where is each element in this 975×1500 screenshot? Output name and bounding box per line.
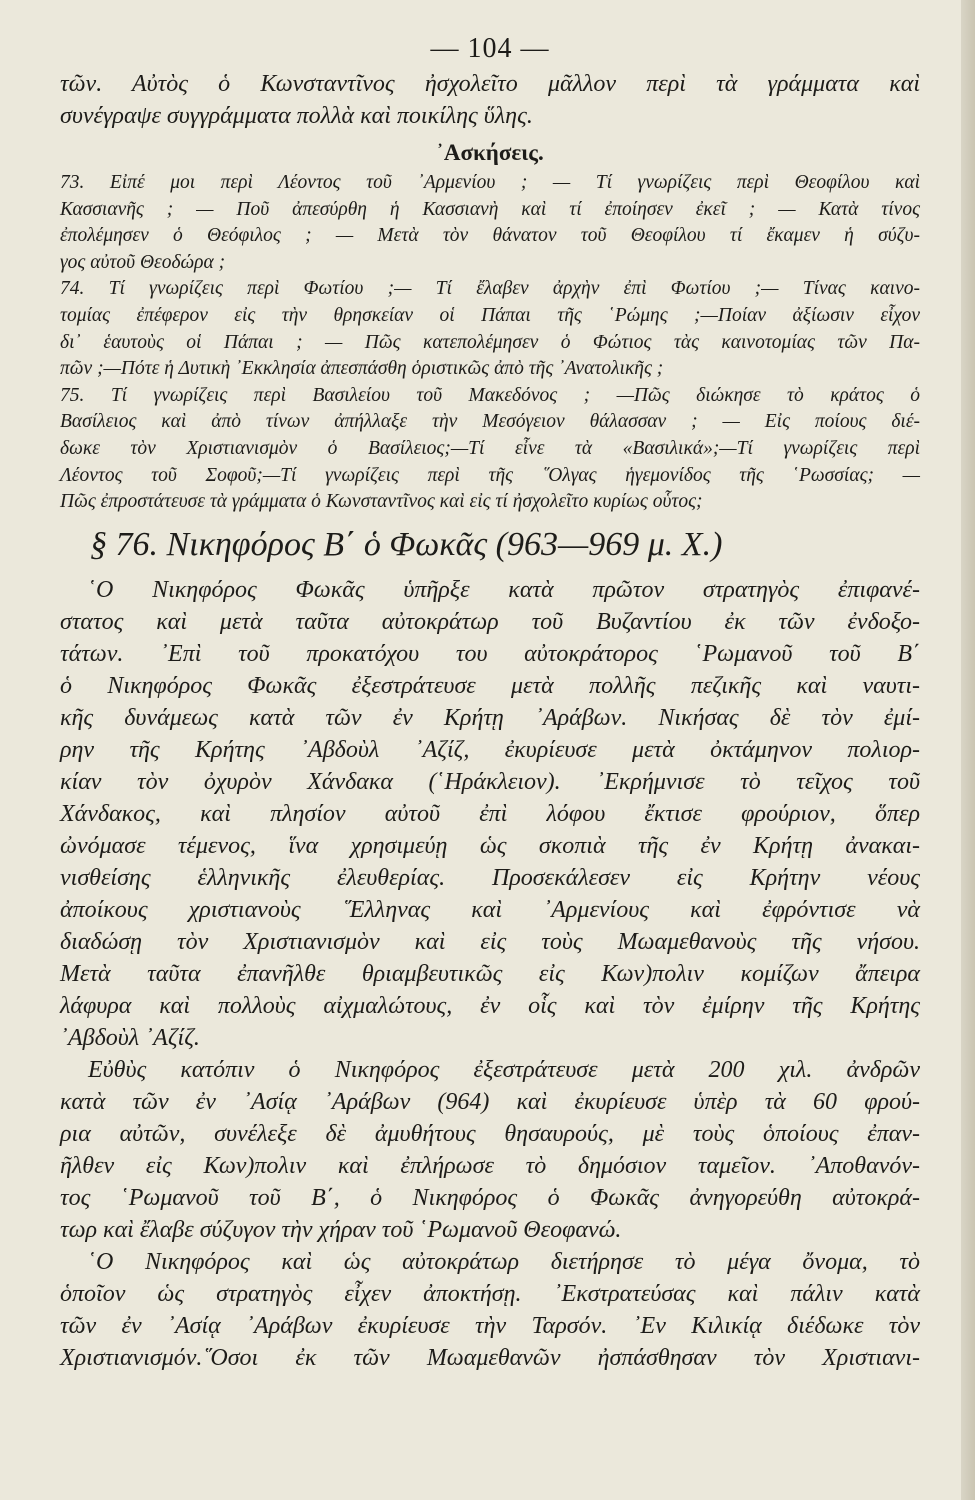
text-line: Κασσιανῆς ; — Ποῦ ἀπεσύρθη ἡ Κασσιανὴ καὶ τί ἐποίησεν ἐκεῖ ; — Κατὰ τίνος (60, 198, 920, 220)
text-line: Μετὰ ταῦτα ἐπανῆλθε θριαμβευτικῶς εἰς Κων)πολιν κομίζων ἄπειρα (60, 960, 920, 987)
page-content (60, 30, 920, 1374)
exercises-block (60, 170, 920, 516)
paragraph-3 (60, 1246, 920, 1374)
text-line: τῶν ἐν ᾿Ασίᾳ ᾿Αράβων ἐκυρίευσε τὴν Ταρσόν. ᾿Εν Κιλικίᾳ διέδωκε τὸν (60, 1312, 920, 1339)
text-line: ῆλθεν εἰς Κων)πολιν καὶ ἐπλήρωσε τὸ δημόσιον ταμεῖον. ᾿Αποθανόν- (60, 1152, 920, 1179)
text-line: κίαν τὸν ὀχυρὸν Χάνδακα (῾Ηράκλειον). ᾿Εκρήμνισε τὸ τεῖχος τοῦ (60, 768, 920, 795)
exercises-heading: ᾿Ασκήσεις. (436, 140, 544, 165)
text-line: ρην τῆς Κρήτης ᾿Αβδοὺλ ᾿Αζίζ, ἐκυρίευσε μετὰ ὀκτάμηνον πολιορ- (60, 736, 920, 763)
text-line: Εὐθὺς κατόπιν ὁ Νικηφόρος ἐξεστράτευσε μετὰ 200 χιλ. ἀνδρῶν (88, 1056, 920, 1083)
text-line: γος αὐτοῦ Θεοδώρα ; (60, 251, 226, 273)
text-line: στατος καὶ μετὰ ταῦτα αὐτοκράτωρ τοῦ Βυζαντίου ἐκ τῶν ἐνδοξο- (60, 608, 920, 635)
intro-paragraph (60, 68, 920, 132)
text-line: ᾿Αβδοὺλ ᾿Αζίζ. (60, 1024, 200, 1051)
text-line: ρια αὐτῶν, συνέλεξε δὲ ἀμυθήτους θησαυρούς, μὲ τοὺς ὁποίους ἐπαν- (60, 1120, 920, 1147)
text-line: ὁποῖον ὡς στρατηγὸς εἶχεν ἀποκτήσῃ. ᾿Εκστρατεύσας καὶ πάλιν κατὰ (60, 1280, 920, 1307)
text-line: ῾Ο Νικηφόρος Φωκᾶς ὑπῆρξε κατὰ πρῶτον στρατηγὸς ἐπιφανέ- (88, 576, 920, 603)
page-edge (961, 0, 975, 1500)
section-title: § 76. Νικηφόρος Β΄ ὁ Φωκᾶς (963—969 μ. Χ.) (90, 525, 723, 563)
text-line: πῶν ;—Πότε ἡ Δυτικὴ ᾿Εκκλησία ἀπεσπάσθη ὁριστικῶς ἀπὸ τῆς ᾿Ανατολικῆς ; (60, 358, 664, 380)
text-line: τάτων. ᾿Επὶ τοῦ προκατόχου του αὐτοκράτορος ῾Ρωμανοῦ τοῦ Β΄ (60, 640, 920, 667)
text-line: διαδώσῃ τὸν Χριστιανισμὸν καὶ εἰς τοὺς Μωαμεθανοὺς τῆς νήσου. (60, 928, 920, 955)
text-line: κατὰ τῶν ἐν ᾿Ασίᾳ ᾿Αράβων (964) καὶ ἐκυρίευσε ὑπὲρ τὰ 60 φρού- (60, 1088, 920, 1115)
text-line: κῆς δυνάμεως κατὰ τῶν ἐν Κρήτῃ ᾿Αράβων. Νικήσας δὲ τὸν ἐμί- (60, 704, 920, 731)
page-number: — 104 — (430, 33, 550, 64)
text-line: ὠνόμασε τέμενος, ἵνα χρησιμεύῃ ὡς σκοπιὰ τῆς ἐν Κρήτῃ ἀνακαι- (60, 832, 920, 859)
text-line: δωκε τὸν Χριστιανισμὸν ὁ Βασίλειος;—Τί εἶνε τὰ «Βασιλικά»;—Τί γνωρίζεις περὶ (60, 437, 920, 459)
text-line: Χάνδακος, καὶ πλησίον αὐτοῦ ἐπὶ λόφου ἔκτισε φρούριον, ὅπερ (60, 800, 920, 827)
paragraph-2 (60, 1054, 920, 1246)
text-line: Χριστιανισμόν.῞Οσοι ἐκ τῶν Μωαμεθανῶν ἠσπάσθησαν τὸν Χριστιανι- (60, 1344, 920, 1371)
text-line: Λέοντος τοῦ Σοφοῦ;—Τί γνωρίζεις περὶ τῆς ῞Ολγας ἡγεμονίδος τῆς ῾Ρωσσίας; — (60, 464, 920, 486)
text-line: 73. Εἰπέ μοι περὶ Λέοντος τοῦ ᾿Αρμενίου ; — Τί γνωρίζεις περὶ Θεοφίλου καὶ (60, 172, 920, 193)
text-line: ὁ Νικηφόρος Φωκᾶς ἐξεστράτευσε μετὰ πολλῆς πεζικῆς καὶ ναυτι- (60, 672, 920, 699)
text-line: συνέγραψε συγγράμματα πολλὰ καὶ ποικίλης ὕλης. (60, 103, 533, 129)
text-line: 74. Τί γνωρίζεις περὶ Φωτίου ;— Τί ἔλαβεν ἀρχὴν ἐπὶ Φωτίου ;— Τίνας καινο- (60, 278, 920, 300)
text-line: τομίας ἐπέφερον εἰς τὴν θρησκείαν οἱ Πάπαι τῆς ῾Ρώμης ;—Ποίαν ἀξίωσιν εἶχον (60, 304, 920, 326)
text-line: τωρ καὶ ἔλαβε σύζυγον τὴν χήραν τοῦ ῾Ρωμανοῦ Θεοφανώ. (60, 1216, 622, 1243)
text-line: τῶν. Αὐτὸς ὁ Κωνσταντῖνος ἠσχολεῖτο μᾶλλον περὶ τὰ γράμματα καὶ (60, 71, 920, 97)
paragraph-1 (60, 574, 920, 1054)
text-line: ἀποίκους χριστιανοὺς ῞Ελληνας καὶ ᾿Αρμενίους καὶ ἐφρόντισε νὰ (60, 896, 920, 923)
text-line: λάφυρα καὶ πολλοὺς αἰχμαλώτους, ἐν οἷς καὶ τὸν ἐμίρην τῆς Κρήτης (60, 992, 920, 1019)
text-line: Πῶς ἐπροστάτευσε τὰ γράμματα ὁ Κωνσταντῖνος καὶ εἰς τί ἠσχολεῖτο κυρίως οὗτος; (60, 491, 703, 513)
text-line: δι᾿ ἑαυτοὺς οἱ Πάπαι ; — Πῶς κατεπολέμησεν ὁ Φώτιος τὰς καινοτομίας τῶν Πα- (60, 331, 920, 353)
text-line: νισθείσης ἑλληνικῆς ἐλευθερίας. Προσεκάλεσεν εἰς Κρήτην νέους (60, 864, 920, 891)
text-line: ἐπολέμησεν ὁ Θεόφιλος ; — Μετὰ τὸν θάνατον τοῦ Θεοφίλου τί ἔκαμεν ἡ σύζυ- (60, 225, 920, 247)
text-line: Βασίλειος καὶ ἀπὸ τίνων ἀπήλλαξε τὴν Μεσόγειον θάλασσαν ; — Εἰς ποίους διέ- (60, 411, 920, 433)
text-line: τος ῾Ρωμανοῦ τοῦ Β΄, ὁ Νικηφόρος ὁ Φωκᾶς ἀνηγορεύθη αὐτοκρά- (60, 1184, 920, 1211)
text-line: ῾Ο Νικηφόρος καὶ ὡς αὐτοκράτωρ διετήρησε τὸ μέγα ὄνομα, τὸ (88, 1248, 920, 1275)
text-line: 75. Τί γνωρίζεις περὶ Βασιλείου τοῦ Μακεδόνος ; —Πῶς διώκησε τὸ κράτος ὁ (60, 384, 920, 406)
